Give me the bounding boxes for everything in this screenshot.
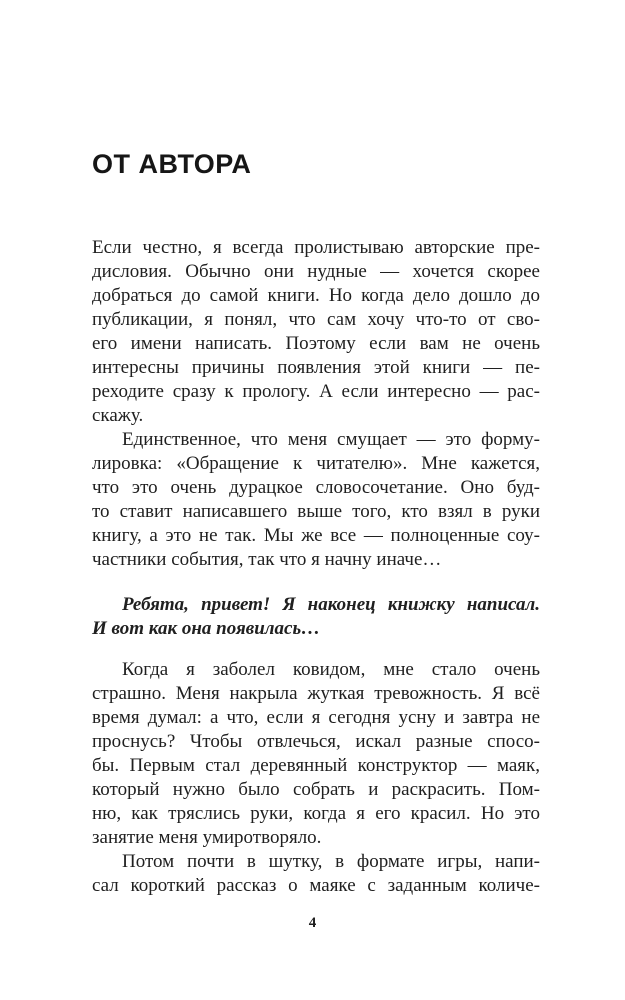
text-line: занятие меня умиротворяло. <box>92 826 322 848</box>
text-line: книгу, а это не так. Мы же все — полноценные соу- <box>92 524 540 546</box>
text-line: Потом почти в шутку, в формате игры, напи- <box>122 850 540 872</box>
text-line: проснусь? Чтобы отвлечься, искал разные спосо- <box>92 730 540 752</box>
text-line: добраться до самой книги. Но когда дело дошло до <box>92 284 540 306</box>
text-line: интересны причины появления этой книги — пе- <box>92 356 540 378</box>
text-line: реходите сразу к прологу. А если интересно — рас- <box>92 380 540 402</box>
paragraph <box>92 850 540 898</box>
text-line: время думал: а что, если я сегодня усну и завтра не <box>92 706 540 728</box>
text-line: Если честно, я всегда пролистываю авторские пре- <box>92 236 540 258</box>
text-line: Когда я заболел ковидом, мне стало очень <box>122 658 540 680</box>
text-line: его имени написать. Поэтому если вам не очень <box>92 332 540 354</box>
text-line: частники события, так что я начну иначе… <box>92 548 442 570</box>
paragraph <box>92 658 540 850</box>
text-block <box>92 236 540 898</box>
page-number: 4 <box>308 915 317 931</box>
text-line: который нужно было собрать и раскрасить. Пом- <box>92 778 540 800</box>
text-line: бы. Первым стал деревянный конструктор — маяк, <box>92 754 540 776</box>
text-line: сал короткий рассказ о маяке с заданным количе- <box>92 874 540 896</box>
text-line: лировка: «Обращение к читателю». Мне кажется, <box>92 452 540 474</box>
paragraph <box>92 236 540 428</box>
chapter-heading: ОТ АВТОРА <box>92 149 252 179</box>
text-line: Ребята, привет! Я наконец книжку написал. <box>122 593 540 615</box>
text-line: то ставит написавшего выше того, кто взял в руки <box>92 500 540 522</box>
paragraph-emphasis <box>92 593 540 641</box>
paragraph <box>92 428 540 572</box>
text-line: И вот как она появилась… <box>92 617 321 639</box>
text-line: что это очень дурацкое словосочетание. Оно буд- <box>92 476 540 498</box>
text-line: страшно. Меня накрыла жуткая тревожность. Я всё <box>92 682 540 704</box>
text-line: Единственное, что меня смущает — это форму- <box>122 428 540 450</box>
text-line: ню, как тряслись руки, когда я его красил. Но это <box>92 802 540 824</box>
text-line: скажу. <box>92 404 144 426</box>
text-line: публикации, я понял, что сам хочу что-то от сво- <box>92 308 540 330</box>
text-line: дисловия. Обычно они нудные — хочется скорее <box>92 260 540 282</box>
